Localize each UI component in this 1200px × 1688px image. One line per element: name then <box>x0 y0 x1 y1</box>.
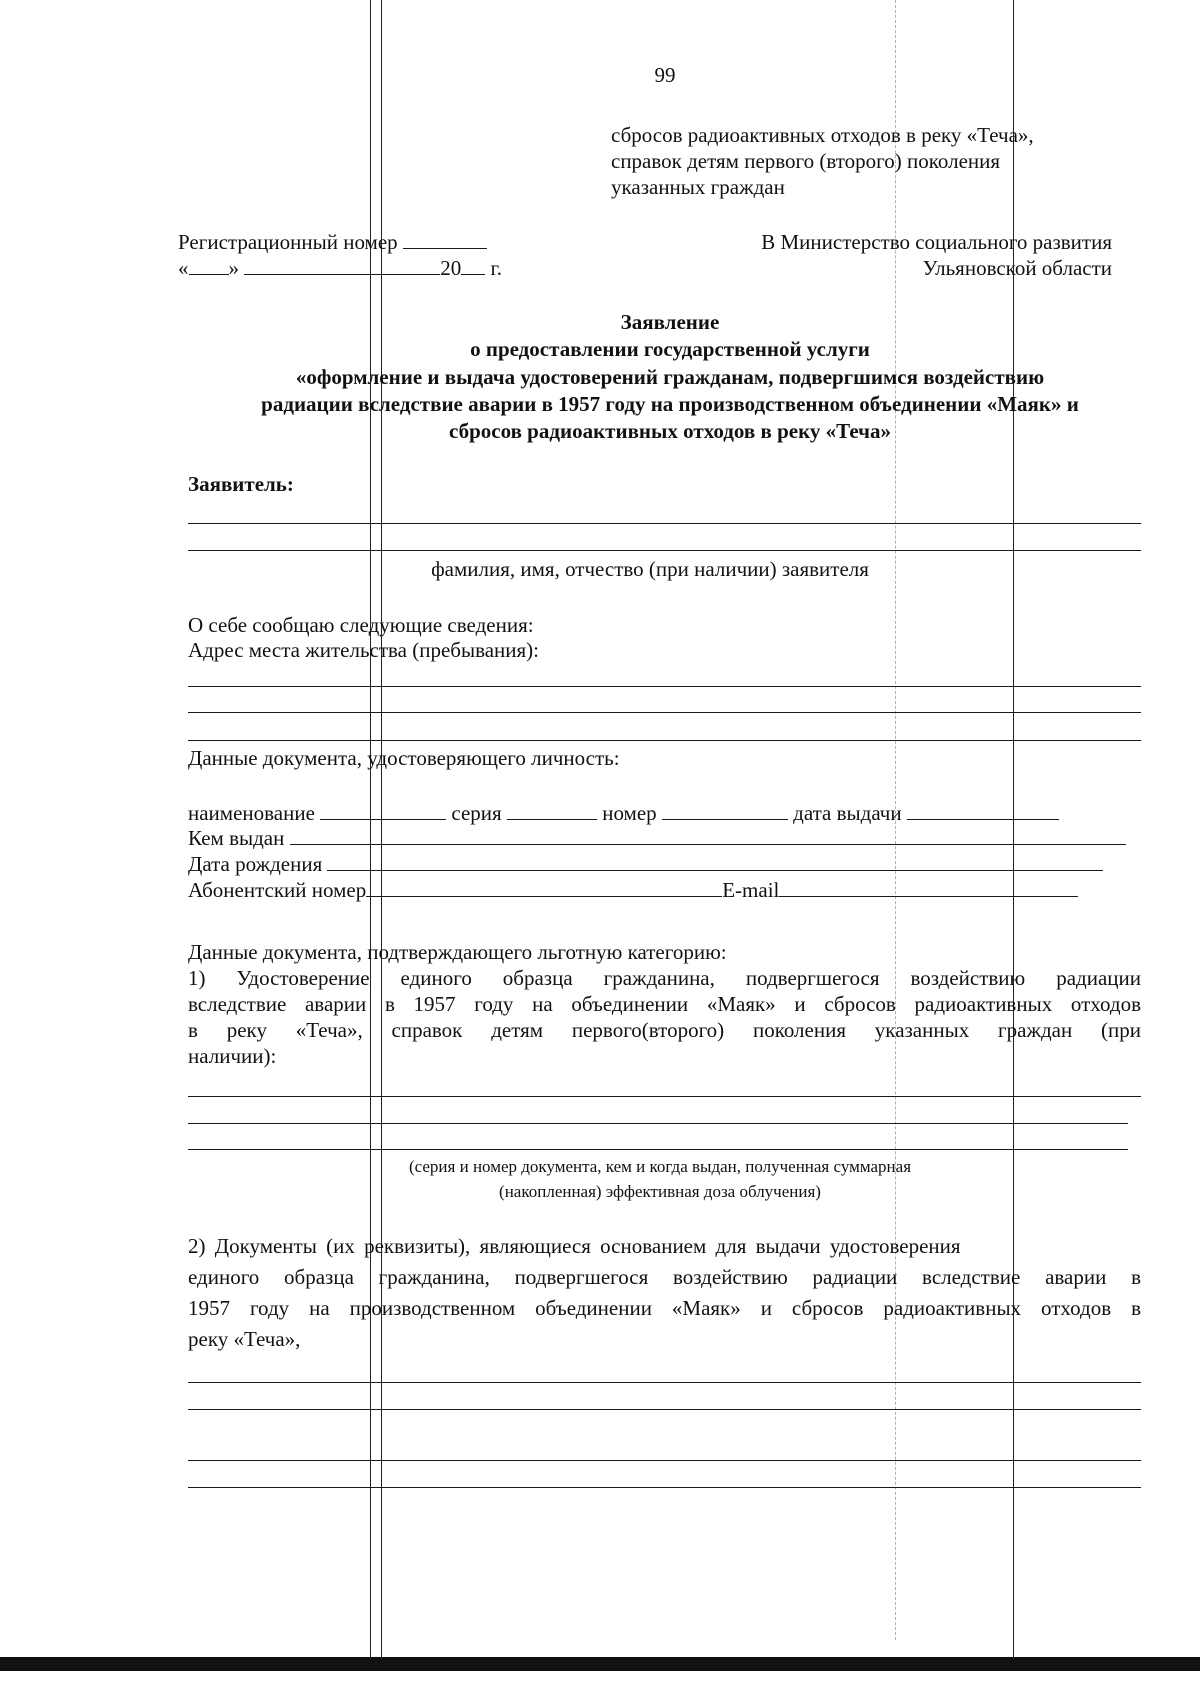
header-note-line: сбросов радиоактивных отходов в реку «Теча», <box>611 123 1034 147</box>
identity-doc-heading: Данные документа, удостоверяющего личность: <box>188 746 620 770</box>
birth-date-label: Дата рождения <box>188 852 323 876</box>
phone-label: Абонентский номер <box>188 878 367 902</box>
benefit-doc-heading: Данные документа, подтверждающего льготную категорию: <box>188 940 727 964</box>
birth-date-row <box>188 851 1103 877</box>
addressee-line: В Министерство социального развития <box>761 230 1112 254</box>
year-prefix: 20 <box>440 256 462 280</box>
benefit-item1-line: вследствие аварии в 1957 году на объединении «Маяк» и сбросов радиоактивных отходов <box>188 992 1141 1016</box>
registration-number-field[interactable] <box>403 230 487 249</box>
address-label: Адрес места жительства (пребывания): <box>188 638 540 662</box>
applicant-caption: фамилия, имя, отчество (при наличии) заявителя <box>431 557 869 581</box>
doc-issue-date-label: дата выдачи <box>793 801 902 825</box>
benefit-item2-line: 2) Документы (их реквизиты), являющиеся основанием для выдачи удостоверения <box>188 1234 961 1258</box>
doc-name-label: наименование <box>188 801 315 825</box>
registration-date-row <box>178 255 502 281</box>
date-quote-open: « <box>178 256 189 280</box>
email-label: E-mail <box>722 878 780 902</box>
basis-doc-line[interactable] <box>188 1409 1141 1410</box>
address-line[interactable] <box>188 740 1141 741</box>
basis-doc-line[interactable] <box>188 1382 1141 1383</box>
header-note-line: указанных граждан <box>611 175 785 199</box>
doc-number-field[interactable] <box>662 801 788 820</box>
doc-name-field[interactable] <box>320 801 446 820</box>
registration-number-label: Регистрационный номер <box>178 230 398 254</box>
benefit-doc-line[interactable] <box>188 1149 1128 1150</box>
benefit-item1-line: наличии): <box>188 1044 277 1068</box>
address-line[interactable] <box>188 712 1141 713</box>
birth-date-field[interactable] <box>327 852 1103 871</box>
year-suffix: г. <box>490 256 502 280</box>
benefit-doc-caption: (серия и номер документа, кем и когда выдан, полученная суммарная <box>408 1157 912 1176</box>
title-line: сбросов радиоактивных отходов в реку «Теча» <box>449 419 891 443</box>
registration-day-field[interactable] <box>189 256 229 275</box>
benefit-item1-line: в реку «Теча», справок детям первого(второго) поколения указанных граждан (при <box>188 1018 1141 1042</box>
title-line: Заявление <box>620 310 720 334</box>
applicant-line[interactable] <box>188 523 1141 524</box>
applicant-label: Заявитель: <box>188 472 294 496</box>
benefit-item2-line: единого образца гражданина, подвергшегося воздействию радиации вследствие аварии в <box>188 1265 1141 1289</box>
title-line: радиации вследствие аварии в 1957 году на производственном объединении «Маяк» и <box>261 392 1079 416</box>
benefit-item1-line: 1) Удостоверение единого образца гражданина, подвергшегося воздействию радиации <box>188 966 1141 990</box>
benefit-doc-line[interactable] <box>188 1096 1141 1097</box>
benefit-item2-line: 1957 году на производственном объединении «Маяк» и сбросов радиоактивных отходов в <box>188 1296 1141 1320</box>
page-number: 99 <box>654 63 676 87</box>
email-field[interactable] <box>779 878 1078 897</box>
basis-doc-line[interactable] <box>188 1460 1141 1461</box>
benefit-item2-line: реку «Теча», <box>188 1327 301 1351</box>
applicant-line[interactable] <box>188 550 1141 551</box>
issued-by-field[interactable] <box>290 826 1126 845</box>
doc-issue-date-field[interactable] <box>907 801 1059 820</box>
registration-month-field[interactable] <box>244 256 440 275</box>
doc-number-label: номер <box>602 801 657 825</box>
phone-field[interactable] <box>366 878 722 897</box>
phone-email-row <box>188 877 1078 903</box>
identity-doc-row <box>188 800 1059 826</box>
header-note-line: справок детям первого (второго) поколения <box>611 149 1001 173</box>
about-intro: О себе сообщаю следующие сведения: <box>188 613 534 637</box>
doc-series-label: серия <box>451 801 502 825</box>
address-line[interactable] <box>188 686 1141 687</box>
benefit-doc-caption: (накопленная) эффективная доза облучения) <box>499 1182 821 1201</box>
addressee-line: Ульяновской области <box>922 256 1112 280</box>
issued-by-row <box>188 825 1126 851</box>
benefit-doc-line[interactable] <box>188 1123 1128 1124</box>
registration-number-row <box>178 229 487 255</box>
scan-bottom-border <box>0 1657 1200 1671</box>
issued-by-label: Кем выдан <box>188 826 285 850</box>
doc-series-field[interactable] <box>507 801 597 820</box>
registration-year-field[interactable] <box>461 256 485 275</box>
basis-doc-line[interactable] <box>188 1487 1141 1488</box>
date-quote-close: » <box>228 256 239 280</box>
title-line: о предоставлении государственной услуги <box>470 337 870 361</box>
title-line: «оформление и выдача удостоверений гражданам, подвергшимся воздействию <box>295 365 1045 389</box>
